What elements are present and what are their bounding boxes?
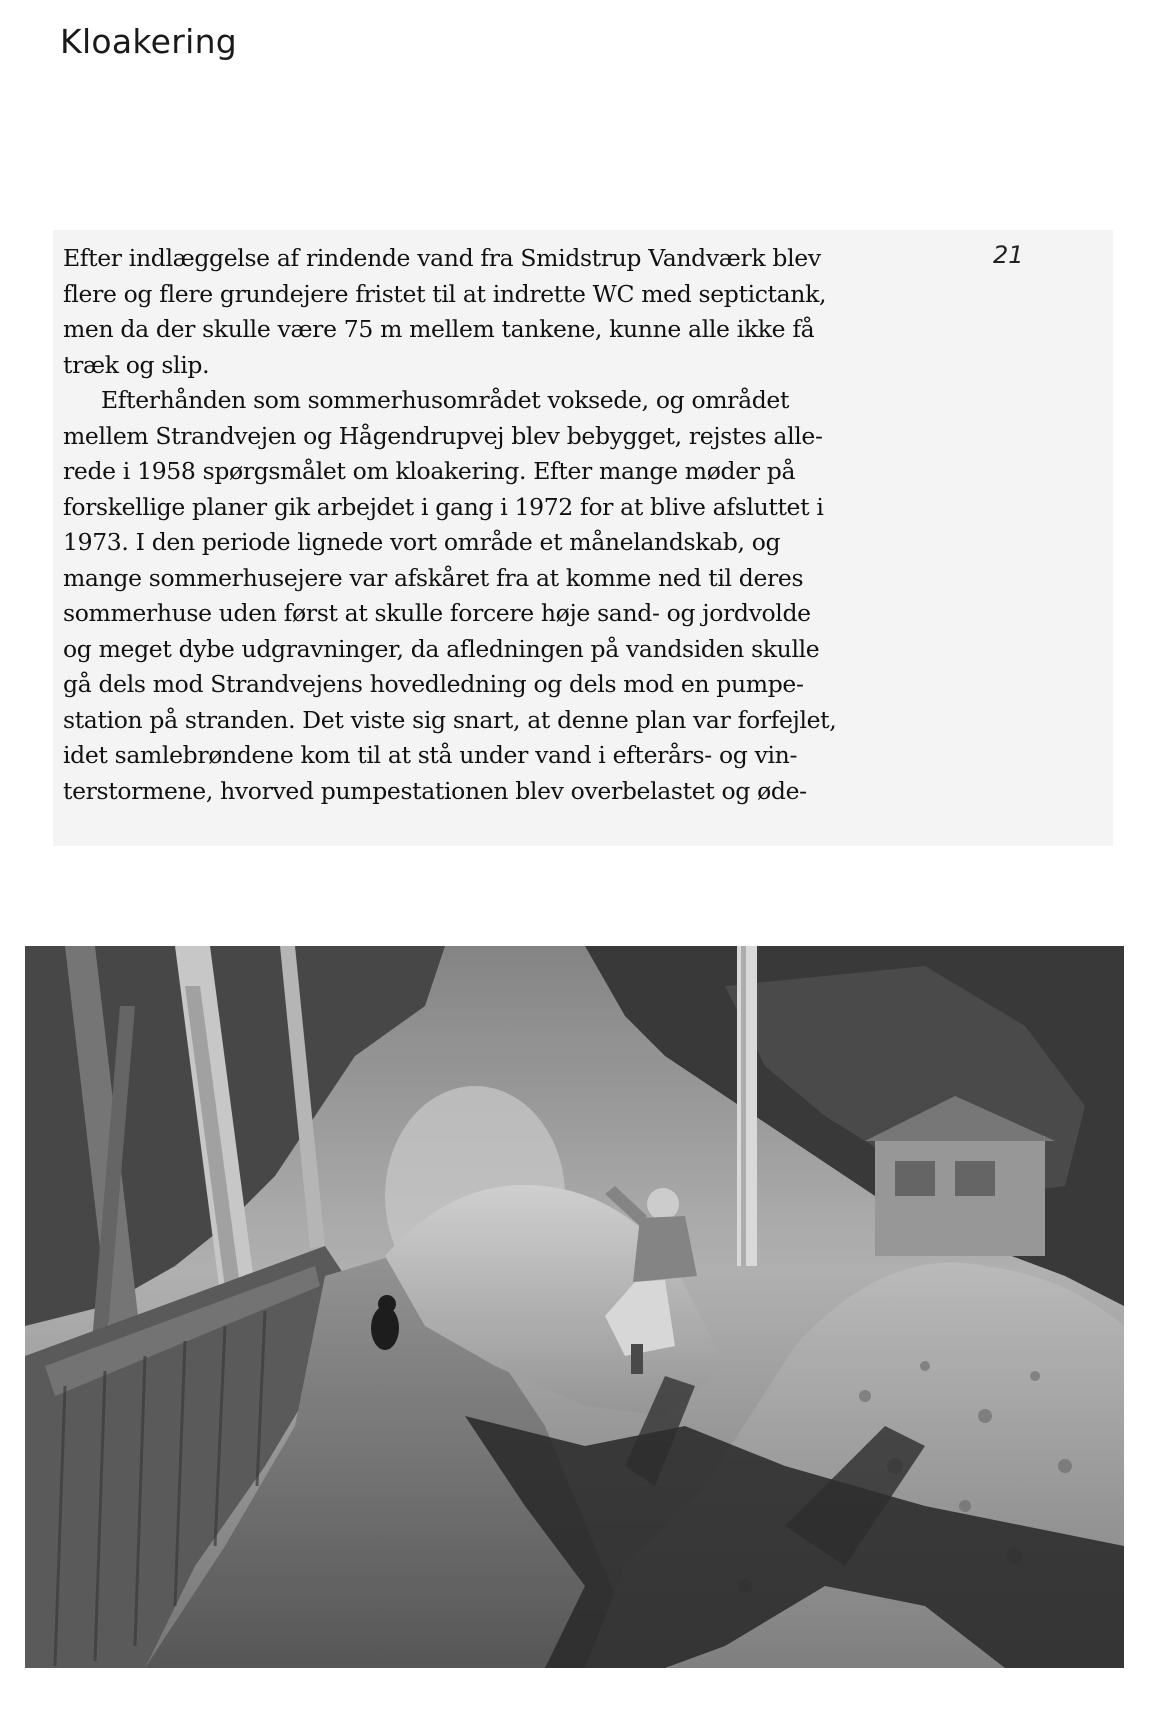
text-line: mellem Strandvejen og Hågendrupvej blev bebygget, rejstes alle- [63, 421, 823, 450]
text-line: idet samlebrøndene kom til at stå under vand i efterårs- og vin- [63, 741, 798, 769]
text-line: mange sommerhusejere var afskåret fra at komme ned til deres [63, 563, 804, 592]
text-line: Efterhånden som sommerhusområdet voksede, og området [101, 386, 790, 414]
excavation-photo [25, 946, 1124, 1668]
text-line: men da der skulle være 75 m mellem tankene, kunne alle ikke få [63, 315, 815, 343]
text-line: 1973. I den periode lignede vort område et månelandskab, og [63, 528, 781, 556]
text-line: forskellige planer gik arbejdet i gang i 1972 for at blive afsluttet i [63, 492, 824, 521]
page-header: Kloakering [60, 22, 238, 61]
page-number: 21 [993, 241, 1024, 269]
text-line: terstormene, hvorved pumpestationen blev overbelastet og øde- [63, 776, 807, 805]
text-line: gå dels mod Strandvejens hovedledning og dels mod en pumpe- [63, 670, 804, 698]
text-line: station på stranden. Det viste sig snart, at denne plan var forfejlet, [63, 705, 837, 734]
text-line: Efter indlæggelse af rindende vand fra Smidstrup Vandværk blev [63, 244, 821, 272]
text-line: og meget dybe udgravninger, da afledningen på vandsiden skulle [63, 634, 820, 663]
text-line: rede i 1958 spørgsmålet om kloakering. Efter mange møder på [63, 457, 796, 485]
text-line: sommerhuse uden først at skulle forcere høje sand- og jordvolde [63, 599, 811, 627]
text-line: flere og flere grundejere fristet til at indrette WC med septictank, [63, 279, 827, 308]
text-line: træk og slip. [63, 350, 210, 379]
body-text [63, 241, 963, 809]
